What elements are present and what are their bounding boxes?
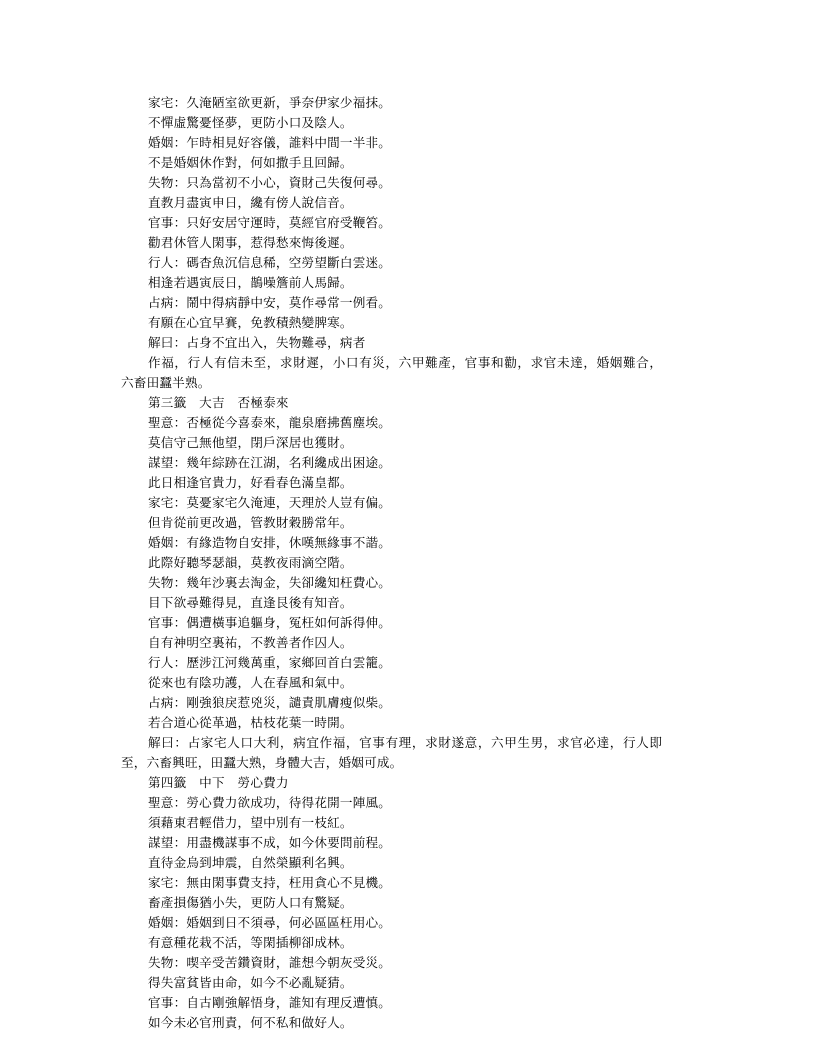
text-line: 但肯從前更改過，管教財穀勝常年。 <box>148 515 353 530</box>
text-line: 須藉東君輕借力，望中別有一枝紅。 <box>148 815 353 830</box>
text-line: 若合道心從革過，枯枝花葉一時開。 <box>148 715 353 730</box>
text-line: 直待金烏到坤震，自然榮顯利名興。 <box>148 855 353 870</box>
text-line: 得失富貧皆由命，如今不必亂疑猜。 <box>148 975 353 990</box>
text-line: 官事：自古剛強解悟身，誰知有理反遭慎。 <box>148 995 392 1010</box>
text-line: 直教月盡寅申日，纔有傍人說信音。 <box>148 195 353 210</box>
text-line: 失物：喫辛受苦鑽資財，誰想今朝灰受災。 <box>148 955 392 970</box>
text-line: 目下欲尋難得見，直逢艮後有知音。 <box>148 595 353 610</box>
text-line: 聖意：勞心費力欲成功，待得花開一陣風。 <box>148 795 392 810</box>
text-line: 占病：剛強狼戾惹兇災，譴責肌膚瘦似柴。 <box>148 695 392 710</box>
text-line: 作福，行人有信未至，求財遲，小口有災，六甲難產，官事和勸，求官未達，婚姻難合， <box>148 355 663 370</box>
text-line: 六畜田蠶半熟。 <box>121 375 211 390</box>
text-line: 家宅：無由閑事費支持，枉用貪心不見機。 <box>148 875 392 890</box>
text-line: 官事：偶遭橫事追軀身，冤枉如何訴得伸。 <box>148 615 392 630</box>
text-line: 失物：只為當初不小心，資財己失復何尋。 <box>148 175 392 190</box>
text-line: 占病：鬧中得病靜中安，莫作尋常一例看。 <box>148 295 392 310</box>
text-line: 此際好聽琴瑟韻，莫教夜雨滴空階。 <box>148 555 353 570</box>
text-line: 失物：幾年沙裏去淘金，失卻纔知枉費心。 <box>148 575 392 590</box>
text-line: 如今未必官刑責，何不私和做好人。 <box>148 1015 353 1030</box>
section-heading: 第三籤 大吉 否極泰來 <box>148 395 289 410</box>
text-line: 相逢若遇寅辰日，鵲噪簷前人馬歸。 <box>148 275 353 290</box>
text-line: 婚姻：有緣造物自安排，休嘆無緣事不諧。 <box>148 535 392 550</box>
text-line: 解曰：占家宅人口大利，病宜作福，官事有理，求財遂意，六甲生男，求官必達，行人即 <box>148 735 663 750</box>
section-heading: 第四籤 中下 勞心費力 <box>148 775 289 790</box>
text-line: 聖意：否極從今喜泰來，龍泉磨拂舊塵埃。 <box>148 415 392 430</box>
text-line: 至，六畜興旺，田蠶大熟，身體大吉，婚姻可成。 <box>121 755 403 770</box>
text-line: 從來也有陰功護，人在春風和氣中。 <box>148 675 353 690</box>
text-line: 謀望：用盡機謀事不成，如今休要問前程。 <box>148 835 392 850</box>
text-line: 自有神明空裏祐，不教善者作囚人。 <box>148 635 353 650</box>
text-line: 有意種花栽不活，等閑插柳卻成林。 <box>148 935 353 950</box>
text-line: 行人：歷涉江河幾萬重，家鄉回首白雲籠。 <box>148 655 392 670</box>
text-line: 解曰：占身不宜出入，失物難尋，病者 <box>148 335 366 350</box>
text-line: 官事：只好安居守運時，莫經官府受鞭笞。 <box>148 215 392 230</box>
text-line: 婚姻：乍時相見好容儀，誰料中間一半非。 <box>148 135 392 150</box>
text-line: 有願在心宜早賽，免教積熱變脾寒。 <box>148 315 353 330</box>
text-line: 婚姻：婚姻到日不須尋，何必區區枉用心。 <box>148 915 392 930</box>
text-line: 莫信守己無他望，閉戶深居也獲財。 <box>148 435 353 450</box>
text-line: 不憚虛驚憂怪夢，更防小口及陰人。 <box>148 115 353 130</box>
text-line: 家宅：久淹陋室欲更新，爭奈伊家少福抹。 <box>148 95 392 110</box>
text-line: 行人：碼杳魚沉信息稀，空勞望斷白雲迷。 <box>148 255 392 270</box>
text-line: 不是婚姻休作對，何如撒手且回歸。 <box>148 155 353 170</box>
text-line: 畜產損傷猶小失，更防人口有驚疑。 <box>148 895 353 910</box>
text-line: 家宅：莫憂家宅久淹連，天理於人豈有偏。 <box>148 495 392 510</box>
text-line: 謀望：幾年綜跡在江湖，名利纔成出困途。 <box>148 455 392 470</box>
text-line: 此日相逢官貴力，好看春色滿皇都。 <box>148 475 353 490</box>
text-line: 勸君休管人閑事，惹得愁來悔後遲。 <box>148 235 353 250</box>
